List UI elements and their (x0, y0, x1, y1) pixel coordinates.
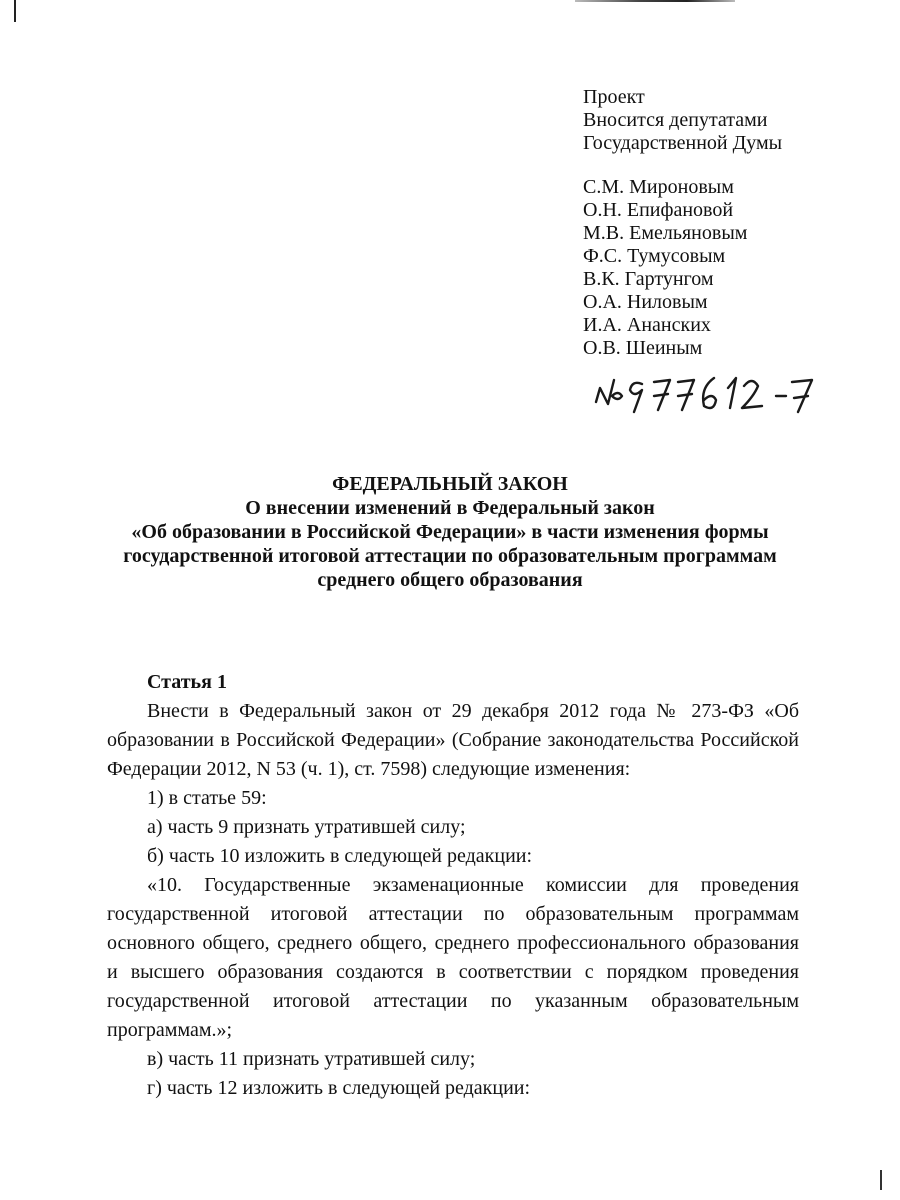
author-name: О.В. Шеиным (583, 337, 703, 359)
author-name: О.А. Ниловым (583, 291, 708, 313)
submitted-by-line-1: Вносится депутатами (583, 109, 768, 131)
handwritten-registration-number (590, 366, 820, 418)
law-body (107, 668, 799, 1103)
author-name: С.М. Мироновым (583, 176, 734, 198)
list-item: г) часть 12 изложить в следующей редакции: (147, 1077, 531, 1099)
law-title-line: государственной итоговой аттестации по образовательным программам (123, 545, 777, 567)
article-intro-paragraph: Внести в Федеральный закон от 29 декабря 2012 года № 273-ФЗ «Об образовании в Российской Федерации» (Собрание законодательства Российской Федерации 2012, N 53 (ч. 1), ст. 7598) следующие изменения: (107, 700, 799, 780)
scan-artifact-top (575, 0, 735, 2)
article-heading: Статья 1 (147, 671, 227, 693)
submission-header (583, 86, 782, 155)
list-item: б) часть 10 изложить в следующей редакции: (147, 845, 533, 867)
list-item: 1) в статье 59: (147, 787, 267, 809)
scan-artifact-right (880, 1170, 882, 1190)
list-item: а) часть 9 признать утратившей силу; (147, 816, 466, 838)
law-title-line: «Об образовании в Российской Федерации» в части изменения формы (131, 521, 769, 543)
authors-list (583, 176, 747, 360)
author-name: О.Н. Епифановой (583, 199, 734, 221)
law-title-line: О внесении изменений в Федеральный закон (245, 497, 655, 519)
list-item: в) часть 11 признать утратившей силу; (147, 1048, 476, 1070)
author-name: И.А. Ананских (583, 314, 711, 336)
scan-artifact-left (14, 0, 16, 22)
law-title-line: среднего общего образования (317, 569, 583, 591)
draft-status: Проект (583, 86, 645, 108)
author-name: Ф.С. Тумусовым (583, 245, 726, 267)
submitted-by-line-2: Государственной Думы (583, 132, 783, 154)
quoted-part-10: «10. Государственные экзаменационные комиссии для проведения государственной итоговой аттестации по образовательным программам основного общего, среднего общего, среднего профессионального образования и высшего образования создаются в соответствии с порядком проведения государственной итоговой аттестации по указанным образовательным программам.»; (107, 874, 799, 1041)
law-title (100, 472, 800, 592)
author-name: М.В. Емельяновым (583, 222, 748, 244)
law-title-main: ФЕДЕРАЛЬНЫЙ ЗАКОН (332, 473, 568, 495)
author-name: В.К. Гартунгом (583, 268, 714, 290)
